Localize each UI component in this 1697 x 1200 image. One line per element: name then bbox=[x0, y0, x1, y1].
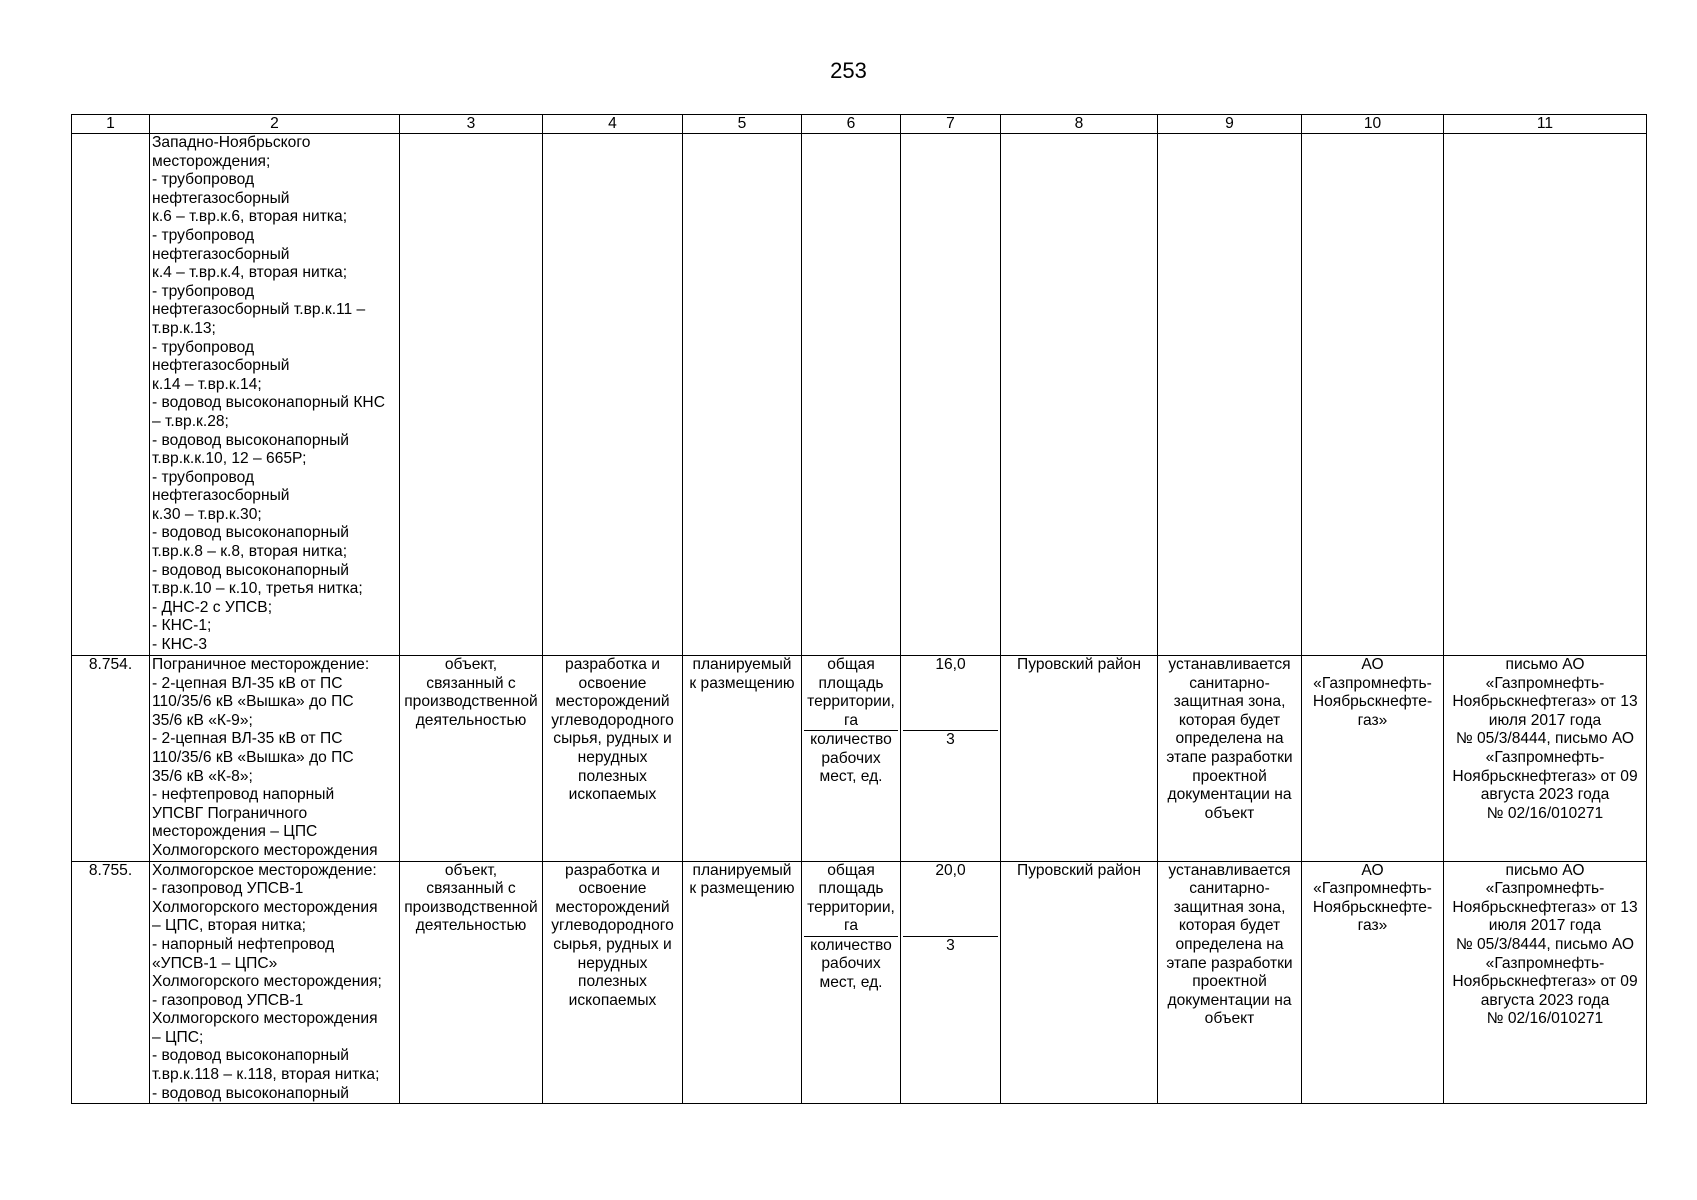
text-line: газ» bbox=[1357, 917, 1388, 935]
text-line: месторождения – ЦПС bbox=[152, 823, 318, 841]
location-cell: Пуровский район bbox=[1001, 861, 1158, 1104]
text-line: деятельностью bbox=[415, 917, 527, 935]
text-line: Ноябрьскнефте- bbox=[1312, 693, 1433, 711]
text-line: производственной bbox=[404, 693, 538, 711]
purpose-cell bbox=[543, 656, 683, 862]
text-line: определена на bbox=[1175, 935, 1284, 953]
text-line: общая bbox=[827, 656, 875, 673]
text-line: объект bbox=[1204, 1010, 1255, 1028]
column-number: 1 bbox=[72, 115, 150, 134]
text-line: связанный с bbox=[426, 880, 516, 898]
text-line: нерудных bbox=[577, 748, 648, 766]
text-line: нефтегазосборный bbox=[152, 245, 290, 263]
text-line: Ноябрьскнефте- bbox=[1312, 898, 1433, 916]
text-line: количество bbox=[810, 936, 892, 954]
row-number-cell: 8.754. bbox=[72, 656, 150, 862]
text-line: ископаемых bbox=[568, 786, 657, 804]
column-number: 9 bbox=[1158, 115, 1302, 134]
text-line: АО bbox=[1361, 656, 1384, 673]
text-line: – ЦПС, вторая нитка; bbox=[152, 917, 307, 935]
object-type-cell bbox=[400, 656, 543, 862]
organization-cell bbox=[1302, 861, 1444, 1104]
text-line: разработка и bbox=[565, 861, 660, 879]
text-line: нефтегазосборный т.вр.к.11 – bbox=[152, 301, 366, 319]
column-number: 2 bbox=[150, 115, 400, 134]
text-line: месторождений bbox=[555, 898, 670, 916]
text-line: № 02/16/010271 bbox=[1486, 1010, 1604, 1028]
text-line: ископаемых bbox=[568, 991, 657, 1009]
text-line: площадь bbox=[818, 674, 884, 692]
text-line: 35/6 кВ «К-8»; bbox=[152, 767, 253, 785]
text-line: площадь bbox=[818, 880, 884, 898]
text-line: - ДНС-2 с УПСВ; bbox=[152, 598, 273, 616]
text-line: - газопровод УПСВ-1 bbox=[152, 880, 304, 898]
objects-table bbox=[71, 114, 1647, 1104]
text-line: № 05/3/8444, письмо АО bbox=[1455, 730, 1635, 748]
object-description bbox=[150, 861, 400, 1104]
table-row bbox=[72, 861, 1647, 1104]
text-line: - КНС-1; bbox=[152, 617, 212, 635]
organization-cell bbox=[1302, 656, 1444, 862]
area-label bbox=[804, 656, 898, 731]
text-line: к.6 – т.вр.к.6, вторая нитка; bbox=[152, 208, 348, 226]
text-line: связанный с bbox=[426, 674, 516, 692]
text-line: проектной bbox=[1192, 767, 1267, 785]
text-line: территории, bbox=[807, 693, 895, 711]
text-line: 110/35/6 кВ «Вышка» до ПС bbox=[152, 693, 354, 711]
text-line: месторождений bbox=[555, 693, 670, 711]
text-line: к размещению bbox=[689, 880, 795, 898]
text-line: Пограничное месторождение: bbox=[152, 656, 370, 673]
text-line: сырья, рудных и bbox=[553, 730, 672, 748]
text-line: июля 2017 года bbox=[1488, 917, 1602, 935]
text-line: Холмогорское месторождение: bbox=[152, 861, 377, 879]
text-line: документации на bbox=[1167, 991, 1292, 1009]
text-line: № 02/16/010271 bbox=[1486, 804, 1604, 822]
text-line: полезных bbox=[578, 767, 647, 785]
text-line: защитная зона, bbox=[1173, 693, 1286, 711]
text-line: нефтегазосборный bbox=[152, 487, 290, 505]
text-line: общая bbox=[827, 861, 875, 879]
basis-document-cell bbox=[1444, 861, 1647, 1104]
text-line: которая будет bbox=[1178, 917, 1281, 935]
text-line: санитарно- bbox=[1189, 674, 1270, 692]
text-line: га bbox=[843, 917, 859, 935]
text-line: - газопровод УПСВ-1 bbox=[152, 991, 304, 1009]
column-number: 8 bbox=[1001, 115, 1158, 134]
text-line: «Газпромнефть- bbox=[1485, 954, 1605, 972]
characteristic-names-cell bbox=[802, 656, 901, 862]
text-line: Холмогорского месторождения; bbox=[152, 973, 382, 991]
text-line: - трубопровод bbox=[152, 171, 255, 189]
text-line: июля 2017 года bbox=[1488, 711, 1602, 729]
text-line: га bbox=[843, 711, 859, 729]
text-line: – т.вр.к.28; bbox=[152, 412, 229, 430]
text-line: полезных bbox=[578, 973, 647, 991]
text-line: Ноябрьскнефтегаз» от 09 bbox=[1452, 767, 1638, 785]
characteristic-values-cell bbox=[901, 861, 1001, 1104]
page-number: 253 bbox=[830, 58, 867, 83]
text-line: территории, bbox=[807, 898, 895, 916]
location-cell: Пуровский район bbox=[1001, 656, 1158, 862]
text-line: Ноябрьскнефтегаз» от 09 bbox=[1452, 973, 1638, 991]
text-line: «Газпромнефть- bbox=[1485, 674, 1605, 692]
text-line: определена на bbox=[1175, 730, 1284, 748]
text-line: августа 2023 года bbox=[1480, 786, 1610, 804]
text-line: объект, bbox=[444, 656, 498, 673]
workplaces-label bbox=[804, 937, 898, 993]
text-line: газ» bbox=[1357, 711, 1388, 729]
text-line: - водовод высоконапорный bbox=[152, 1047, 350, 1065]
table-row-continuation bbox=[72, 134, 1647, 656]
text-line: планируемый bbox=[692, 656, 792, 673]
text-line: «Газпромнефть- bbox=[1485, 748, 1605, 766]
object-description bbox=[150, 656, 400, 862]
row-number-cell: 8.755. bbox=[72, 861, 150, 1104]
text-line: к.4 – т.вр.к.4, вторая нитка; bbox=[152, 264, 348, 282]
text-line: этапе разработки bbox=[1166, 954, 1293, 972]
text-line: 110/35/6 кВ «Вышка» до ПС bbox=[152, 748, 354, 766]
workplaces-value: 3 bbox=[946, 936, 955, 954]
text-line: устанавливается bbox=[1168, 861, 1291, 879]
text-line: № 05/3/8444, письмо АО bbox=[1455, 935, 1635, 953]
text-line: т.вр.к.13; bbox=[152, 319, 216, 337]
text-line: освоение bbox=[578, 880, 647, 898]
text-line: защитная зона, bbox=[1173, 898, 1286, 916]
text-line: - трубопровод bbox=[152, 468, 255, 486]
text-line: нерудных bbox=[577, 954, 648, 972]
text-line: нефтегазосборный bbox=[152, 357, 290, 375]
text-line: УПСВГ Пограничного bbox=[152, 804, 308, 822]
text-line: рабочих bbox=[821, 955, 881, 973]
text-line: объект bbox=[1204, 804, 1255, 822]
text-line: письмо АО bbox=[1505, 861, 1585, 879]
text-line: - 2-цепная ВЛ-35 кВ от ПС bbox=[152, 674, 343, 692]
text-line: - водовод высоконапорный bbox=[152, 561, 350, 579]
purpose-cell bbox=[543, 861, 683, 1104]
text-line: августа 2023 года bbox=[1480, 991, 1610, 1009]
text-line: устанавливается bbox=[1168, 656, 1291, 673]
text-line: углеводородного bbox=[551, 917, 674, 935]
text-line: Ноябрьскнефтегаз» от 13 bbox=[1452, 693, 1638, 711]
area-label bbox=[804, 862, 898, 937]
text-line: сырья, рудных и bbox=[553, 935, 672, 953]
status-cell bbox=[683, 861, 802, 1104]
text-line: письмо АО bbox=[1505, 656, 1585, 673]
column-number: 7 bbox=[901, 115, 1001, 134]
text-line: АО bbox=[1361, 861, 1384, 879]
text-line: которая будет bbox=[1178, 711, 1281, 729]
basis-document-cell bbox=[1444, 656, 1647, 862]
text-line: деятельностью bbox=[415, 711, 527, 729]
area-value: 16,0 bbox=[903, 656, 998, 731]
text-line: этапе разработки bbox=[1166, 748, 1293, 766]
text-line: «Газпромнефть- bbox=[1313, 674, 1432, 692]
text-line: санитарно- bbox=[1189, 880, 1270, 898]
column-number: 11 bbox=[1444, 115, 1647, 134]
text-line: - трубопровод bbox=[152, 338, 255, 356]
text-line: т.вр.к.к.10, 12 – 665Р; bbox=[152, 450, 307, 468]
text-line: Холмогорского месторождения bbox=[152, 841, 378, 859]
text-line: планируемый bbox=[692, 861, 792, 879]
area-value: 20,0 bbox=[903, 862, 998, 937]
text-line: объект, bbox=[444, 861, 498, 879]
column-number: 4 bbox=[543, 115, 683, 134]
text-line: - КНС-3 bbox=[152, 636, 207, 654]
text-line: Западно-Ноябрьского bbox=[152, 134, 311, 151]
zone-cell bbox=[1158, 861, 1302, 1104]
text-line: производственной bbox=[404, 898, 538, 916]
text-line: проектной bbox=[1192, 973, 1267, 991]
column-number: 6 bbox=[802, 115, 901, 134]
status-cell bbox=[683, 656, 802, 862]
text-line: - 2-цепная ВЛ-35 кВ от ПС bbox=[152, 730, 343, 748]
text-line: - водовод высоконапорный bbox=[152, 524, 350, 542]
text-line: рабочих bbox=[821, 749, 881, 767]
text-line: «УПСВ-1 – ЦПС» bbox=[152, 954, 278, 972]
text-line: «Газпромнефть- bbox=[1485, 880, 1605, 898]
text-line: - напорный нефтепровод bbox=[152, 935, 335, 953]
text-line: углеводородного bbox=[551, 711, 674, 729]
text-line: – ЦПС; bbox=[152, 1028, 204, 1046]
workplaces-value: 3 bbox=[946, 731, 955, 748]
text-line: - нефтепровод напорный bbox=[152, 786, 335, 804]
text-line: - трубопровод bbox=[152, 282, 255, 300]
text-line: - трубопровод bbox=[152, 226, 255, 244]
text-line: Холмогорского месторождения bbox=[152, 898, 378, 916]
text-line: т.вр.к.8 – к.8, вторая нитка; bbox=[152, 543, 348, 561]
text-line: освоение bbox=[578, 674, 647, 692]
zone-cell bbox=[1158, 656, 1302, 862]
text-line: месторождения; bbox=[152, 152, 271, 170]
object-description bbox=[150, 134, 400, 656]
text-line: Холмогорского месторождения bbox=[152, 1010, 378, 1028]
text-line: к.14 – т.вр.к.14; bbox=[152, 375, 262, 393]
text-line: нефтегазосборный bbox=[152, 189, 290, 207]
text-line: к размещению bbox=[689, 674, 795, 692]
table-row bbox=[72, 656, 1647, 862]
column-number: 5 bbox=[683, 115, 802, 134]
text-line: разработка и bbox=[565, 656, 660, 673]
characteristic-names-cell bbox=[802, 861, 901, 1104]
text-line: количество bbox=[810, 731, 892, 748]
text-line: документации на bbox=[1167, 786, 1292, 804]
text-line: мест, ед. bbox=[819, 768, 883, 786]
text-line: «Газпромнефть- bbox=[1313, 880, 1432, 898]
text-line: - водовод высоконапорный КНС bbox=[152, 394, 385, 412]
text-line: 35/6 кВ «К-9»; bbox=[152, 711, 253, 729]
characteristic-values-cell bbox=[901, 656, 1001, 862]
column-number: 10 bbox=[1302, 115, 1444, 134]
text-line: к.30 – т.вр.к.30; bbox=[152, 505, 262, 523]
column-numbers-header bbox=[72, 115, 1647, 134]
text-line: мест, ед. bbox=[819, 973, 883, 991]
text-line: т.вр.к.118 – к.118, вторая нитка; bbox=[152, 1066, 380, 1084]
workplaces-label bbox=[804, 731, 898, 787]
object-type-cell bbox=[400, 861, 543, 1104]
text-line: Ноябрьскнефтегаз» от 13 bbox=[1452, 898, 1638, 916]
text-line: - водовод высоконапорный bbox=[152, 1084, 350, 1102]
text-line: - водовод высоконапорный bbox=[152, 431, 350, 449]
text-line: т.вр.к.10 – к.10, третья нитка; bbox=[152, 580, 363, 598]
column-number: 3 bbox=[400, 115, 543, 134]
